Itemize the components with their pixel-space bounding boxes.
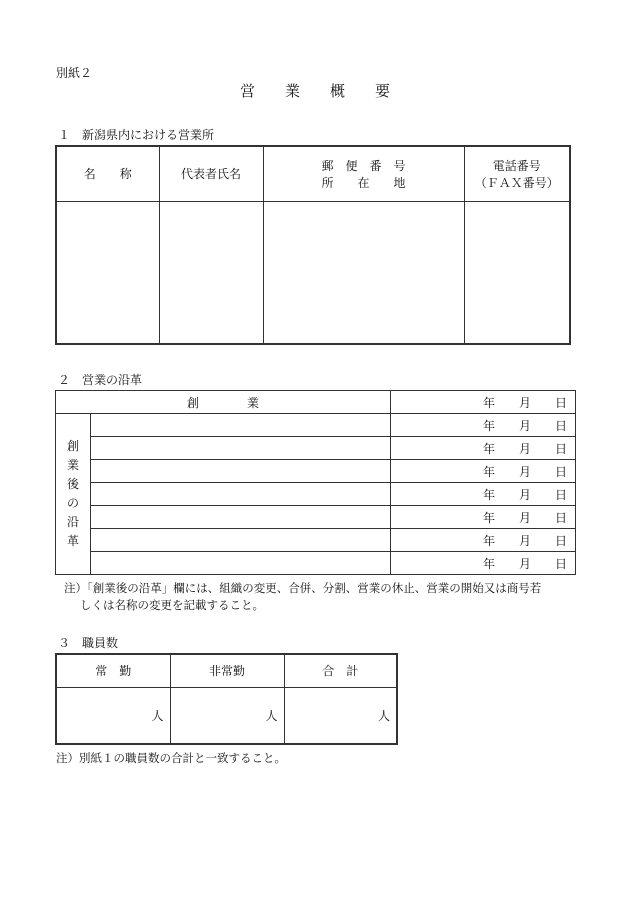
month-label: 月 xyxy=(518,533,531,548)
history-row xyxy=(56,437,576,460)
year-label: 年 xyxy=(482,510,495,525)
year-label: 年 xyxy=(482,418,495,433)
month-label: 月 xyxy=(518,464,531,479)
staff-table-header xyxy=(56,654,397,687)
history-date-cell[interactable] xyxy=(391,460,576,483)
col-address-line1: 郵 便 番 号 xyxy=(321,158,406,173)
month-label: 月 xyxy=(518,395,531,410)
history-date-cell[interactable] xyxy=(391,483,576,506)
col-address-line2: 所 在 地 xyxy=(321,175,406,190)
year-label: 年 xyxy=(482,487,495,502)
col-tel-line1: 電話番号 xyxy=(492,158,541,173)
day-label: 日 xyxy=(555,533,568,548)
day-label: 日 xyxy=(555,556,568,571)
office-table xyxy=(55,145,571,345)
history-row xyxy=(56,460,576,483)
annex-label: 別紙２ xyxy=(56,66,93,80)
office-name-cell[interactable] xyxy=(56,201,159,344)
year-label: 年 xyxy=(482,441,495,456)
year-label: 年 xyxy=(482,556,495,571)
history-event-cell[interactable] xyxy=(91,506,391,529)
day-label: 日 xyxy=(555,395,568,410)
staff-table-row xyxy=(56,687,397,744)
col-representative-header: 代表者氏名 xyxy=(159,146,263,201)
history-label-char: 後 xyxy=(66,477,79,491)
col-tel-line2: （ＦＡＸ番号） xyxy=(474,175,559,190)
unit-label: 人 xyxy=(377,708,390,723)
month-label: 月 xyxy=(518,441,531,456)
history-date-cell[interactable] xyxy=(391,552,576,575)
month-label: 月 xyxy=(518,418,531,433)
office-tel-cell[interactable] xyxy=(464,201,570,344)
total-count-cell[interactable] xyxy=(284,687,397,744)
history-label-char: 業 xyxy=(66,458,79,472)
year-label: 年 xyxy=(482,533,495,548)
section2-heading: ２ 営業の沿革 xyxy=(58,373,143,387)
col-regular-header: 常 勤 xyxy=(56,654,170,687)
history-date-cell[interactable] xyxy=(391,437,576,460)
section3-heading: ３ 職員数 xyxy=(58,636,119,650)
history-event-cell[interactable] xyxy=(91,414,391,437)
month-label: 月 xyxy=(518,556,531,571)
document-title: 営 業 概 要 xyxy=(239,82,390,100)
founding-label: 創 業 xyxy=(56,391,391,414)
founding-date-cell[interactable] xyxy=(391,391,576,414)
history-event-cell[interactable] xyxy=(91,483,391,506)
col-part-time-header: 非常勤 xyxy=(170,654,284,687)
col-address-header xyxy=(263,146,464,201)
history-event-cell[interactable] xyxy=(91,460,391,483)
history-event-cell[interactable] xyxy=(91,437,391,460)
day-label: 日 xyxy=(555,441,568,456)
col-total-header: 合 計 xyxy=(284,654,397,687)
history-row xyxy=(56,483,576,506)
history-note-line2: しくは名称の変更を記載すること。 xyxy=(80,598,264,612)
history-row xyxy=(56,414,576,437)
history-label-char: の xyxy=(66,496,79,510)
history-vertical-label xyxy=(56,414,91,575)
section1-heading: １ 新潟県内における営業所 xyxy=(58,128,215,142)
col-name-header: 名 称 xyxy=(56,146,159,201)
staff-table xyxy=(55,653,398,745)
staff-note: 注）別紙１の職員数の合計と一致すること。 xyxy=(56,751,286,765)
history-note-line1: 注）「創業後の沿革」欄には、組織の変更、合併、分割、営業の休止、営業の開始又は商号若 xyxy=(64,581,542,595)
col-tel-header xyxy=(464,146,570,201)
history-date-cell[interactable] xyxy=(391,529,576,552)
month-label: 月 xyxy=(518,510,531,525)
history-date-cell[interactable] xyxy=(391,414,576,437)
history-row xyxy=(56,552,576,575)
history-label-char: 沿 xyxy=(66,515,79,529)
office-address-cell[interactable] xyxy=(263,201,464,344)
history-label-char: 創 xyxy=(66,439,79,453)
year-label: 年 xyxy=(482,464,495,479)
history-event-cell[interactable] xyxy=(91,552,391,575)
unit-label: 人 xyxy=(265,708,278,723)
history-row xyxy=(56,506,576,529)
day-label: 日 xyxy=(555,510,568,525)
part-time-count-cell[interactable] xyxy=(170,687,284,744)
history-event-cell[interactable] xyxy=(91,529,391,552)
day-label: 日 xyxy=(555,464,568,479)
day-label: 日 xyxy=(555,418,568,433)
office-table-row xyxy=(56,201,570,344)
day-label: 日 xyxy=(555,487,568,502)
month-label: 月 xyxy=(518,487,531,502)
history-row xyxy=(56,529,576,552)
year-label: 年 xyxy=(482,395,495,410)
history-table xyxy=(55,390,576,575)
regular-count-cell[interactable] xyxy=(56,687,170,744)
founding-row xyxy=(56,391,576,414)
unit-label: 人 xyxy=(151,708,164,723)
history-date-cell[interactable] xyxy=(391,506,576,529)
office-table-header xyxy=(56,146,570,201)
history-label-char: 革 xyxy=(66,534,79,548)
office-representative-cell[interactable] xyxy=(159,201,263,344)
